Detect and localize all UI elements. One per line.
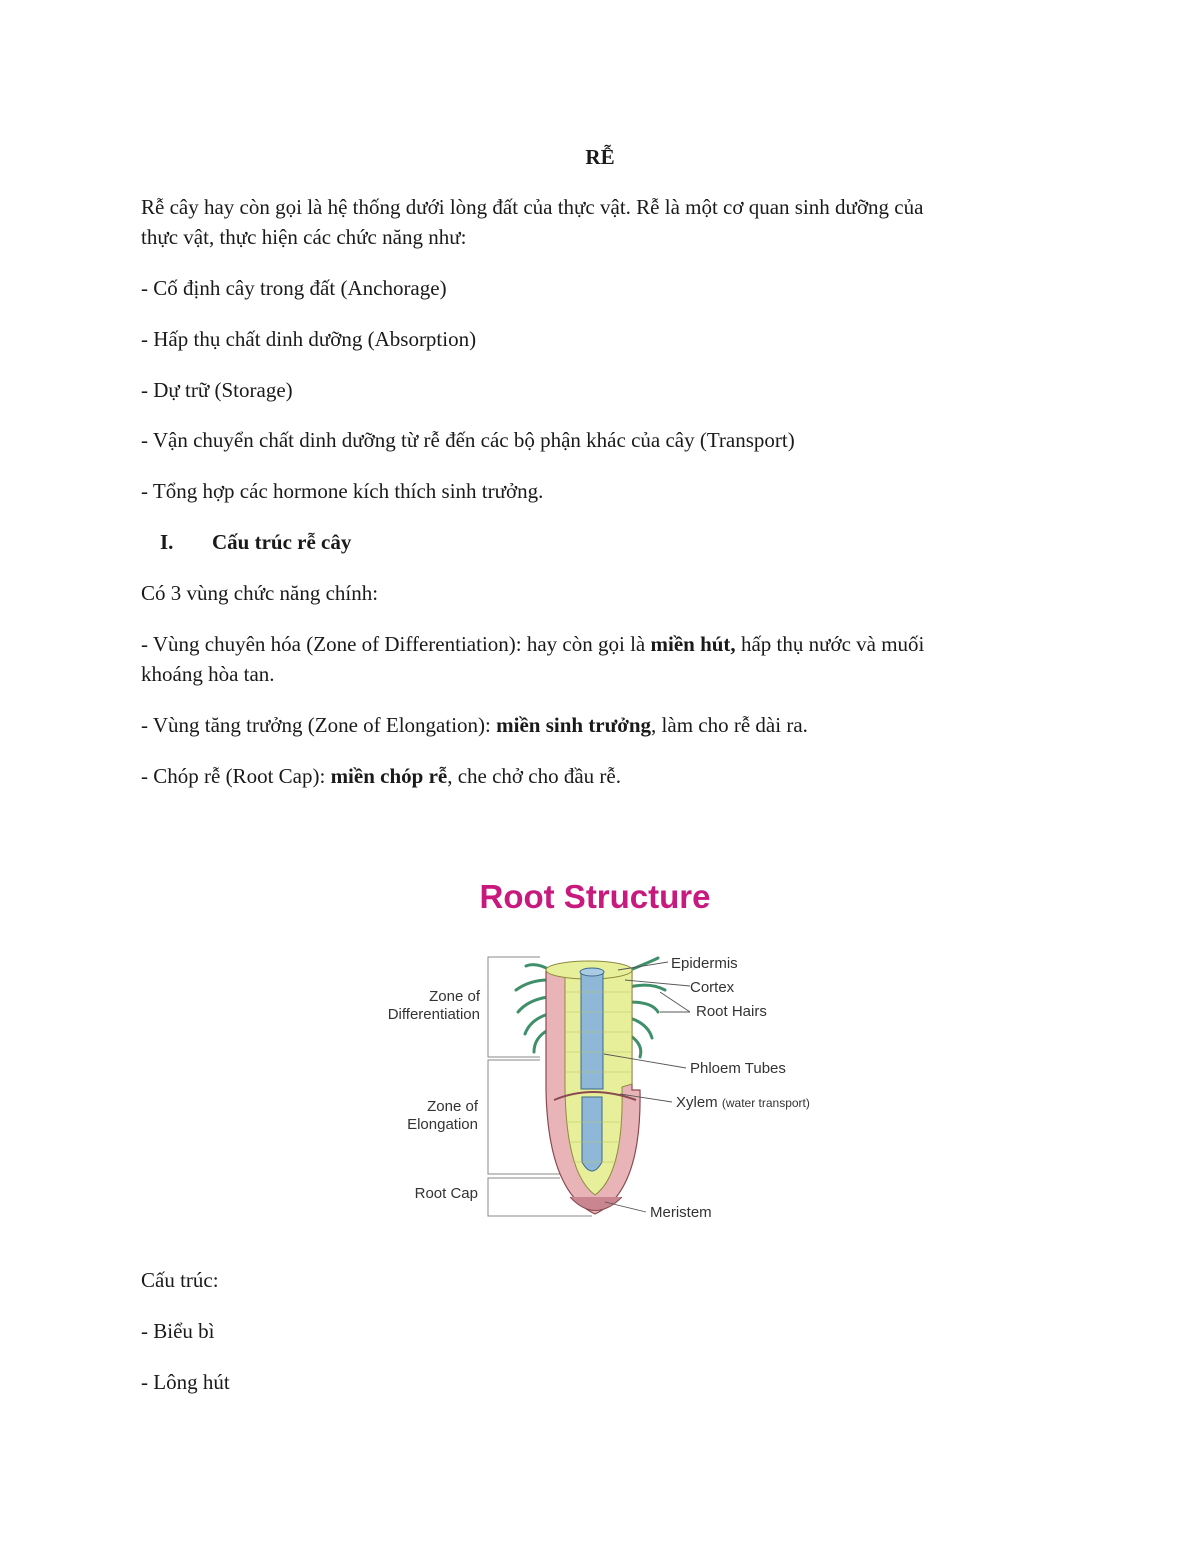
zone-differentiation: - Vùng chuyên hóa (Zone of Differentiation): hay còn gọi là miền hút, hấp thụ nước và muối bbox=[141, 632, 925, 656]
zone-root-cap: - Chóp rễ (Root Cap): miền chóp rễ, che chở cho đầu rễ. bbox=[141, 764, 621, 788]
root-diagram bbox=[360, 862, 860, 1232]
function-item: - Dự trữ (Storage) bbox=[141, 378, 293, 402]
function-item: - Hấp thụ chất dinh dưỡng (Absorption) bbox=[141, 327, 477, 351]
structure-item: - Biểu bì bbox=[141, 1319, 215, 1343]
label-cortex: Cortex bbox=[690, 979, 735, 996]
structure-title: Cấu trúc: bbox=[141, 1268, 219, 1292]
intro-line-1: Rễ cây hay còn gọi là hệ thống dưới lòng đất của thực vật. Rễ là một cơ quan sinh dưỡng của bbox=[141, 195, 924, 219]
root-structure-figure bbox=[360, 862, 860, 1232]
xylem-lower bbox=[582, 1097, 602, 1171]
label-meristem: Meristem bbox=[650, 1204, 712, 1221]
function-item: - Vận chuyển chất dinh dưỡng từ rễ đến các bộ phận khác của cây (Transport) bbox=[141, 428, 795, 452]
zone-elongation: - Vùng tăng trưởng (Zone of Elongation): miền sinh trưởng, làm cho rễ dài ra. bbox=[141, 713, 808, 737]
zone-differentiation-cont: khoáng hòa tan. bbox=[141, 662, 275, 686]
section-title: Cấu trúc rễ cây bbox=[212, 530, 352, 554]
intro-line-2: thực vật, thực hiện các chức năng như: bbox=[141, 225, 467, 249]
label-zone-elongation: Zone of Elongation bbox=[407, 1098, 478, 1133]
label-root-hairs: Root Hairs bbox=[696, 1003, 767, 1020]
section-number: I. bbox=[160, 530, 174, 554]
label-xylem: Xylem (water transport) bbox=[676, 1094, 810, 1111]
root-cap-shape bbox=[570, 1197, 622, 1211]
figure-title: Root Structure bbox=[479, 878, 711, 915]
label-zone-differentiation: Zone of Differentiation bbox=[387, 988, 480, 1023]
structure-item: - Lông hút bbox=[141, 1370, 230, 1394]
label-epidermis: Epidermis bbox=[671, 955, 738, 972]
label-phloem: Phloem Tubes bbox=[690, 1060, 786, 1077]
function-item: - Tổng hợp các hormone kích thích sinh trưởng. bbox=[141, 479, 544, 503]
label-root-cap: Root Cap bbox=[414, 1185, 478, 1202]
function-item: - Cố định cây trong đất (Anchorage) bbox=[141, 276, 447, 300]
zones-intro: Có 3 vùng chức năng chính: bbox=[141, 581, 379, 605]
document-title: RỄ bbox=[585, 145, 615, 169]
